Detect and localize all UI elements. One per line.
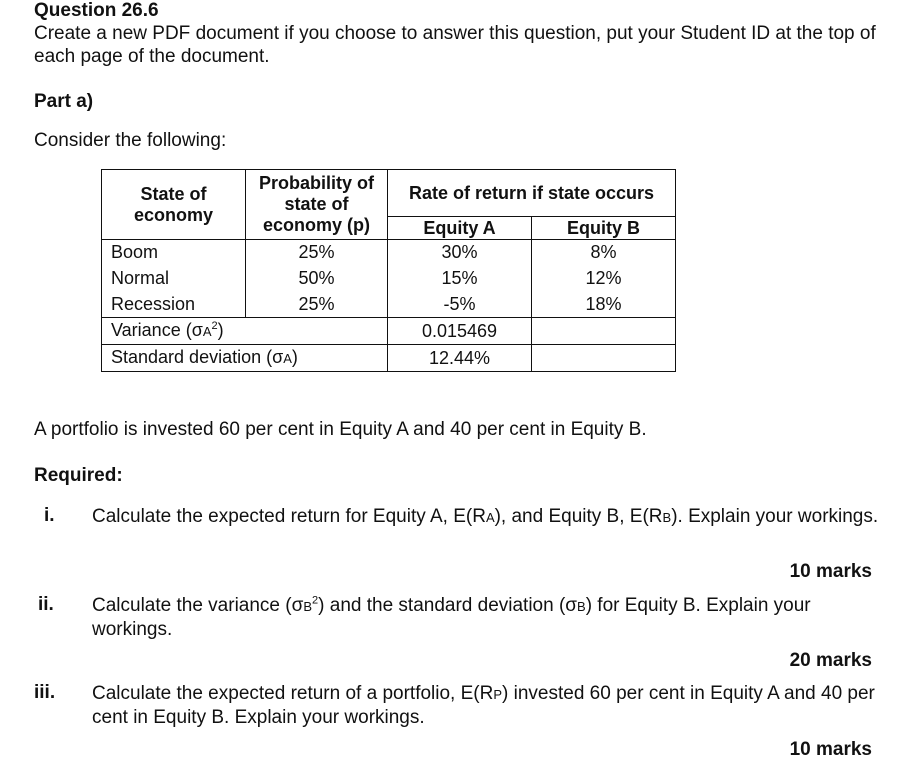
header-state: State of economy [102, 170, 246, 240]
header-rate: Rate of return if state occurs [388, 170, 676, 217]
marks-label: 10 marks [789, 561, 872, 582]
variance-equity-b [532, 318, 676, 345]
variance-equity-a: 0.015469 [388, 318, 532, 345]
question-number: ii. [38, 594, 54, 615]
table-row: Recession 25% -5% 18% [102, 292, 676, 318]
header-equity-b: Equity B [532, 217, 676, 240]
variance-row [102, 318, 676, 345]
returns-table [101, 169, 676, 372]
question-text: Calculate the expected return for Equity A, E(RA), and Equity B, E(RB). Explain your workings. [92, 506, 879, 527]
table-row: Normal 50% 15% 12% [102, 266, 676, 292]
question-number: i. [44, 505, 55, 526]
part-a-intro: Consider the following: [34, 130, 227, 151]
stdev-label: Standard deviation (σA) [102, 345, 388, 372]
question-number: iii. [34, 682, 56, 703]
stdev-equity-a: 12.44% [388, 345, 532, 372]
question-title: Question 26.6 [34, 0, 159, 21]
question-instruction: Create a new PDF document if you choose to answer this question, put your Student ID at the top of each page of the document. [34, 23, 876, 67]
part-a-heading: Part a) [34, 91, 94, 112]
variance-label: Variance $(\sigma A^2)$ [102, 318, 388, 345]
table-row: Boom 25% 30% 8% [102, 240, 676, 266]
required-heading: Required: [34, 465, 123, 486]
table-header-row [102, 170, 676, 217]
question-text: Calculate the expected return of a portfolio, E(RP) invested 60 per cent in Equity A and 40 per cent in Equity B. Explain your workings. [92, 683, 875, 728]
question-text: Calculate the variance $(\sigma B^2)$ and the standard deviation (σB) for Equity B. Explain your workings. [92, 594, 811, 640]
stdev-row [102, 345, 676, 372]
header-probability: Probability of state of economy (p) [246, 170, 388, 240]
stdev-equity-b [532, 345, 676, 372]
portfolio-statement: A portfolio is invested 60 per cent in Equity A and 40 per cent in Equity B. [34, 419, 647, 440]
marks-label: 20 marks [789, 650, 872, 671]
header-equity-a: Equity A [388, 217, 532, 240]
marks-label: 10 marks [789, 739, 872, 760]
